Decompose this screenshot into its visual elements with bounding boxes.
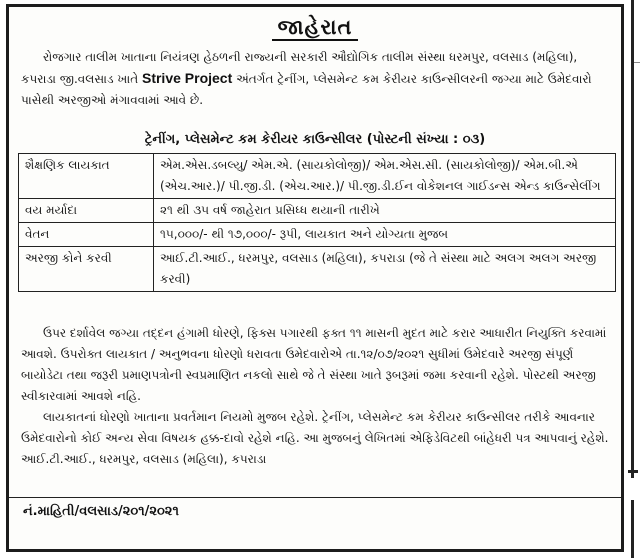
rules-paragraph: લાયકાતનાં ધોરણો ખાતાના પ્રવર્તમાન નિયમો મુજબ રહેશે. ટ્રેનીંગ, પ્લેસમેન્ટ કમ કેરીયર કાઉન્સીલર તરીકે આવનાર ઉમેદવારોનો કોઈ અન્ય સેવા વિષયક હક્ક-દાવો રહેશે નહિ. આ મુજબનું લેખિતમાં એફિડેવિટથી બાંહેધરી પત્ર આપવાનું રહેશે. (21, 410, 609, 445)
table-row (19, 199, 616, 223)
reference-number: નં.માહિતી/વલસાડ/૨૦૧/૨૦૨૧ (23, 504, 179, 519)
intro-text-start: રોજગાર તાલીમ ખાતાના નિયંત્રણ હેઠળની રાજ્યની સરકારી ઔદ્યોગિક તાલીમ સંસ્થા ધરમપુર, વલસાડ (મહિલા), કપરાડા જી.વલસાડ ખાતે (21, 50, 578, 86)
row-value: ૧૫,૦૦૦/- થી ૧૭,૦૦૦/- રૂપી, લાયકાત અને યોગ્યતા મુજબ (154, 223, 616, 247)
row-value: ૨૧ થી ૩૫ વર્ષ જાહેરાત પ્રસિધ્ધ થયાની તારીખે (154, 199, 616, 223)
notice-title (9, 15, 621, 40)
post-title: ટ્રેનીંગ, પ્લેસમેન્ટ કમ કેરીયર કાઉન્સીલર (પોસ્ટની સંખ્યા : ૦૩) (144, 132, 486, 147)
table-row (19, 223, 616, 247)
row-label: શૈક્ષણિક લાયકાત (19, 154, 154, 199)
project-name: Strive Project (141, 70, 233, 86)
reference-bar (9, 497, 621, 519)
notes-section (21, 323, 611, 470)
row-value: એમ.એસ.ડબલ્યુ/ એમ.એ. (સાયકોલોજી)/ એમ.એસ.સી. (સાયકોલોજી)/ એમ.બી.એ (એચ.આર.)/ પી.જી.ડી. (એચ.આર.)/ પી.જી.ડી.ઈન વોકેશનલ ગાઈડન્સ એન્ડ કાઉન્સેલીંગ (154, 154, 616, 199)
adjacent-column-rule (631, 0, 634, 478)
requirements-table (18, 153, 616, 292)
row-value: આઈ.ટી.આઈ., ધરમપુર, વલસાડ (મહિલા), કપરાડા (જે તે સંસ્થા માટે અલગ અલગ અરજી કરવી) (154, 247, 616, 292)
adjacent-column-stub (631, 500, 634, 558)
issuer-signature: આઈ.ટી.આઈ., ધરમપુર, વલસાડ (મહિલા), કપરાડા (21, 452, 267, 466)
adjacent-column-mark (634, 62, 640, 63)
notice-title-text: જાહેરાત (272, 15, 359, 41)
table-row (19, 247, 616, 292)
notice-box (6, 4, 624, 552)
row-label: વય મર્યાદા (19, 199, 154, 223)
table-row (19, 154, 616, 199)
intro-paragraph (21, 47, 611, 111)
row-label: અરજી કોને કરવી (19, 247, 154, 292)
adjacent-column-tick (628, 470, 638, 473)
row-label: વેતન (19, 223, 154, 247)
intro-text-end: અંતર્ગત ટ્રેનીંગ, પ્લેસમેન્ટ કમ કેરીયર કાઉન્સીલરની જગ્યા માટે ઉમેદવારો પાસેથી અરજીઓ મંગાવવામાં આવે છે. (21, 72, 592, 107)
terms-paragraph: ઉપર દર્શાવેલ જગ્યા તદ્દન હંગામી ધોરણે, ફિક્સ પગારથી ફક્ત ૧૧ માસની મુદત માટે કરાર આધારીત નિયુક્તિ કરવામાં આવશે. ઉપરોક્ત લાયકાત / અનુભવના ધોરણો ધરાવતા ઉમેદવારોએ તા.૧૨/૦૭/૨૦૨૧ સુધીમાં ઉમેદવારે અરજી સંપૂર્ણ બાયોડેટા તથા જરૂરી પ્રમાણપત્રોની સ્વપ્રમાણિત નકલો સાથે જે તે સંસ્થા ખાતે રૂબરૂમાં જમા કરવાની રહેશે. પોસ્ટથી અરજી સ્વીકારવામાં આવશે નહિ. (21, 326, 607, 403)
